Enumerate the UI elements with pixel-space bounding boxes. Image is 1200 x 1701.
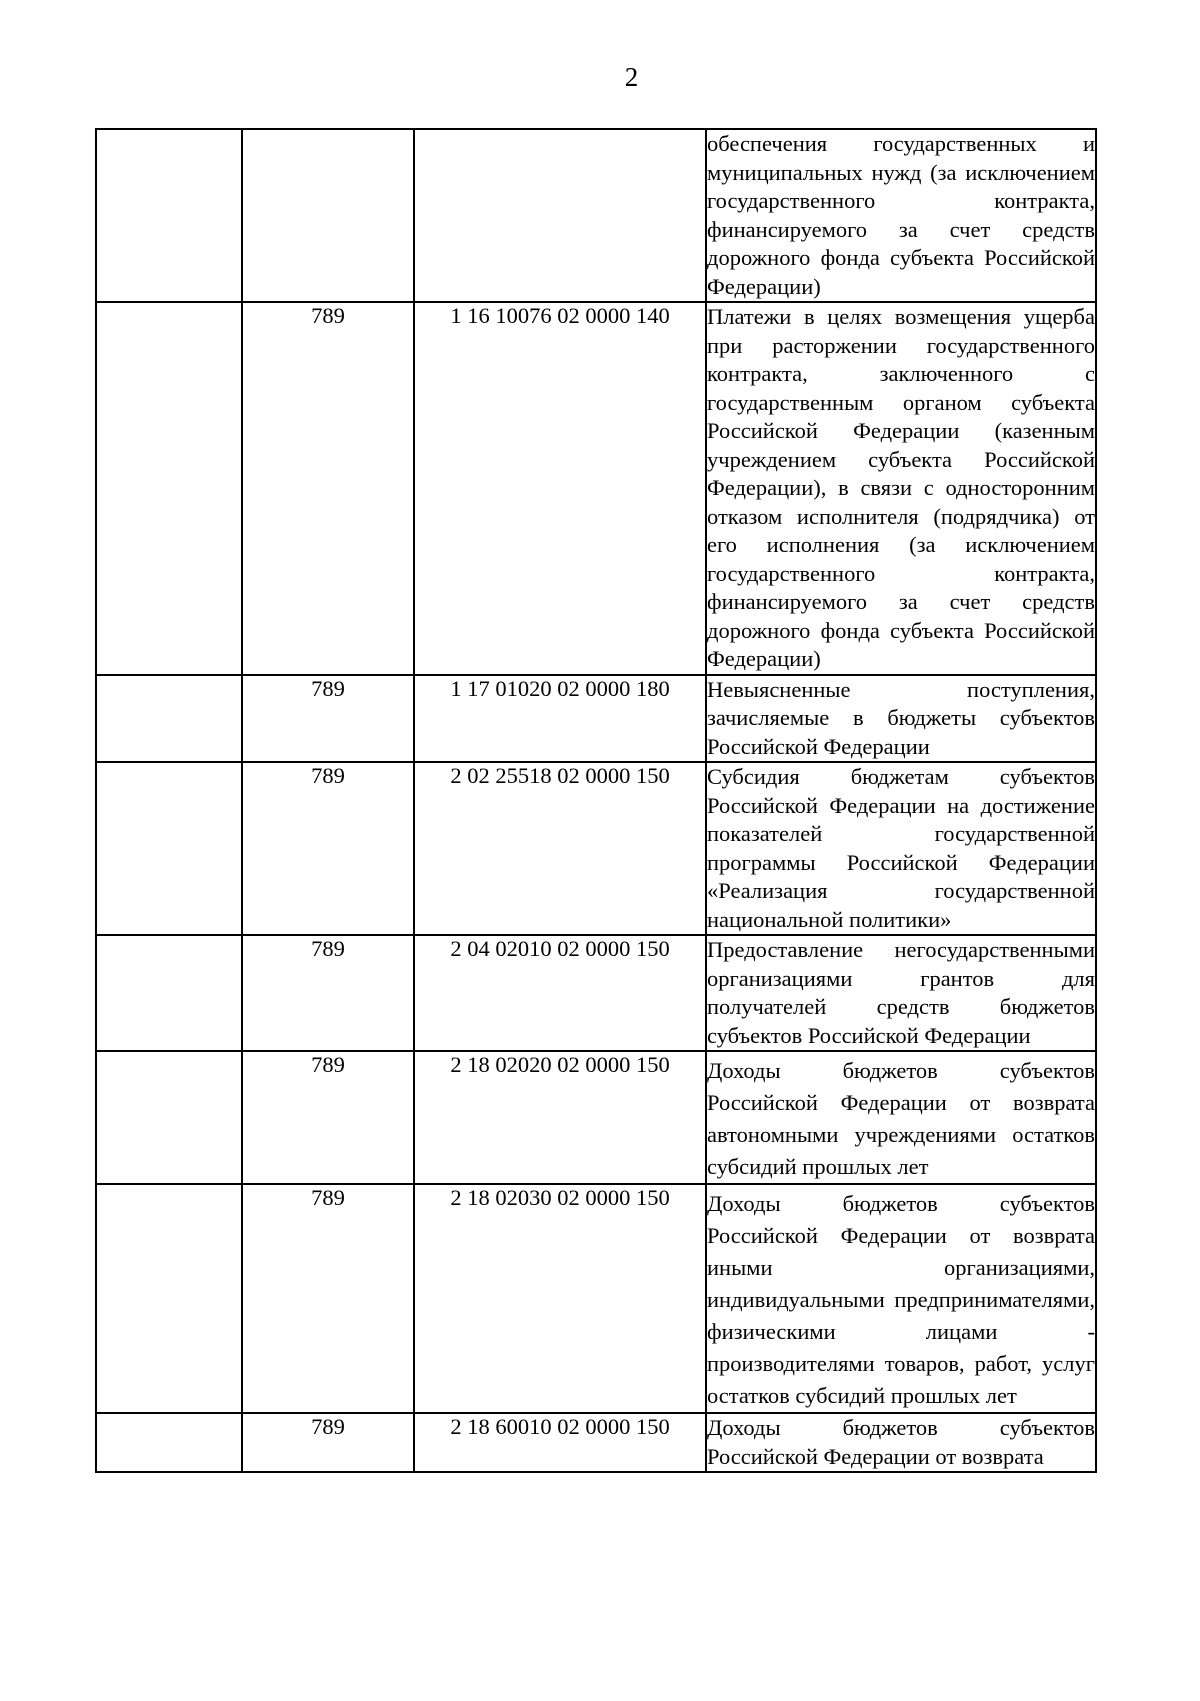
table-row <box>96 675 1096 763</box>
income-name-cell: Субсидия бюджетам субъектов Российской Федерации на достижение показателей государственной программы Российской Федерации «Реализация государственной национальной политики» <box>706 762 1096 935</box>
income-name-cell: Платежи в целях возмещения ущерба при расторжении государственного контракта, заключенного с государственным органом субъекта Российской Федерации (казенным учреждением субъекта Российской Федерации), в связи с односторонним отказом исполнителя (подрядчика) от его исполнения (за исключением государственного контракта, финансируемого за счет средств дорожного фонда субъекта Российской Федерации) <box>706 302 1096 675</box>
page-number: 2 <box>624 62 639 92</box>
income-code-cell: 1 16 10076 02 0000 140 <box>414 302 706 675</box>
income-code-cell: 2 04 02010 02 0000 150 <box>414 935 706 1051</box>
empty-cell <box>96 762 242 935</box>
income-name-cell: обеспечения государственных и муниципальных нужд (за исключением государственного контракта, финансируемого за счет средств дорожного фонда субъекта Российской Федерации) <box>706 129 1096 302</box>
income-name-cell: Предоставление негосударственными организациями грантов для получателей средств бюджетов субъектов Российской Федерации <box>706 935 1096 1051</box>
admin-code-cell: 789 <box>242 935 414 1051</box>
income-name-cell: Доходы бюджетов субъектов Российской Федерации от возврата автономными учреждениями остатков субсидий прошлых лет <box>706 1051 1096 1184</box>
income-code-cell: 2 18 02020 02 0000 150 <box>414 1051 706 1184</box>
table-row <box>96 129 1096 302</box>
table-row <box>96 1051 1096 1184</box>
empty-cell <box>96 675 242 763</box>
income-name-cell: Доходы бюджетов субъектов Российской Федерации от возврата иными организациями, индивидуальными предпринимателями, физическими лицами - производителями товаров, работ, услуг остатков субсидий прошлых лет <box>706 1184 1096 1413</box>
table-row <box>96 762 1096 935</box>
income-code-cell: 2 18 60010 02 0000 150 <box>414 1413 706 1472</box>
table-row <box>96 1413 1096 1472</box>
admin-code-cell: 789 <box>242 1184 414 1413</box>
admin-code-cell: 789 <box>242 302 414 675</box>
empty-cell <box>96 129 242 302</box>
income-code-cell: 2 18 02030 02 0000 150 <box>414 1184 706 1413</box>
admin-code-cell: 789 <box>242 1413 414 1472</box>
income-name-cell: Доходы бюджетов субъектов Российской Федерации от возврата <box>706 1413 1096 1472</box>
table-row <box>96 302 1096 675</box>
empty-cell <box>96 935 242 1051</box>
table-row <box>96 935 1096 1051</box>
admin-code-cell: 789 <box>242 1051 414 1184</box>
income-code-cell <box>414 129 706 302</box>
income-code-cell: 2 02 25518 02 0000 150 <box>414 762 706 935</box>
table-row <box>96 1184 1096 1413</box>
empty-cell <box>96 1413 242 1472</box>
income-codes-table <box>95 128 1097 1473</box>
admin-code-cell: 789 <box>242 762 414 935</box>
admin-code-cell: 789 <box>242 675 414 763</box>
empty-cell <box>96 1051 242 1184</box>
admin-code-cell <box>242 129 414 302</box>
empty-cell <box>96 1184 242 1413</box>
income-code-cell: 1 17 01020 02 0000 180 <box>414 675 706 763</box>
empty-cell <box>96 302 242 675</box>
income-name-cell: Невыясненные поступления, зачисляемые в бюджеты субъектов Российской Федерации <box>706 675 1096 763</box>
